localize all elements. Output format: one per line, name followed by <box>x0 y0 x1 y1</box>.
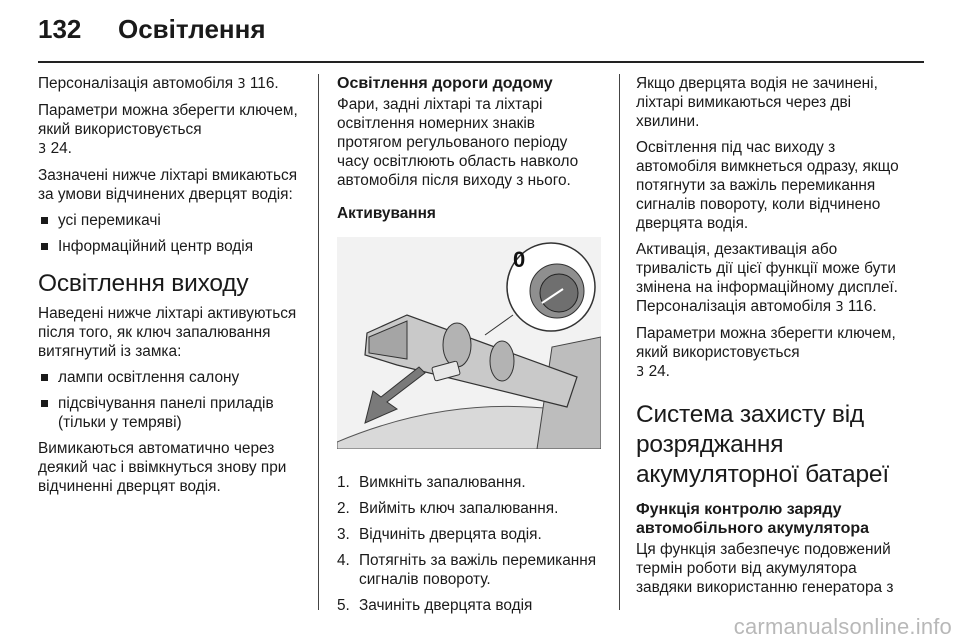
watermark: carmanualsonline.info <box>733 614 952 639</box>
step-item: 1. Вимкніть запалювання. <box>337 474 526 491</box>
bullet-list <box>38 211 302 256</box>
list-item: лампи освітлення салону <box>38 368 302 387</box>
lever-illustration <box>337 237 601 449</box>
activation-label: Активування <box>337 205 436 222</box>
paragraph: Активація, дезактивація або тривалість дії цієї функції може бути змінена на інформаційному дисплеї. Персоналізація автомобіля 3 116. <box>636 241 898 315</box>
column-3 <box>636 74 900 604</box>
dial-label: 0 <box>513 247 526 272</box>
step-item: 3. Відчиніть дверцята водія. <box>337 526 542 543</box>
column-divider <box>318 74 319 610</box>
page-ref-icon: 3 <box>835 300 844 315</box>
subsection-heading: Функція контролю заряду автомобільного акумулятора <box>636 501 870 537</box>
paragraph: Зазначені нижче ліхтарі вмикаються за умови відчинених дверцят водія: <box>38 167 298 203</box>
paragraph: Вимикаються автоматично через деякий час і ввімкнуться знову при відчиненні дверцят водія. <box>38 440 287 495</box>
page-ref-icon: 3 <box>38 142 47 157</box>
page-ref-icon: 3 <box>237 77 246 92</box>
paragraph: Освітлення під час виходу з автомобіля вимкнеться одразу, якщо потягнути за важіль перемикання сигналів повороту, коли відчинено дверцята водія. <box>636 139 899 232</box>
subsection-heading: Освітлення дороги додому <box>337 75 553 92</box>
paragraph: Персоналізація автомобіля 3 116. <box>38 75 279 92</box>
header-divider <box>38 61 924 63</box>
paragraph: Наведені нижче ліхтарі активуються після того, як ключ запалювання витягнутий із замка: <box>38 305 297 360</box>
paragraph: Якщо дверцята водія не зачинені, ліхтарі вимикаються через дві хвилини. <box>636 75 878 130</box>
bullet-list <box>38 368 302 432</box>
list-item: Інформаційний центр водія <box>38 237 302 256</box>
page-title: Освітлення <box>118 14 266 44</box>
steps-list <box>337 473 601 615</box>
list-item: підсвічування панелі приладів (тільки у темряві) <box>38 394 302 432</box>
step-item: 5. Зачиніть дверцята водія <box>337 597 533 614</box>
turn-signal-lever-figure <box>337 237 601 449</box>
paragraph: Фари, задні ліхтарі та ліхтарі освітлення номерних знаків протягом регульованого періоду часу освітлюють область навколо автомобіля після виходу з нього. <box>337 96 579 189</box>
step-item: 4. Потягніть за важіль перемикання сигналів повороту. <box>337 552 597 588</box>
page-number: 132 <box>38 14 82 44</box>
column-divider <box>619 74 620 610</box>
paragraph: Ця функція забезпечує подовжений термін роботи від акумулятора завдяки використанню генератора з <box>636 541 894 596</box>
section-heading: Система захисту від розряджання акумуляторної батареї <box>636 401 889 488</box>
column-2 <box>337 74 601 622</box>
paragraph: Параметри можна зберегти ключем, який використовується 3 24. <box>636 325 896 380</box>
page-ref-icon: 3 <box>636 365 645 380</box>
paragraph: Параметри можна зберегти ключем, який використовується 3 24. <box>38 102 298 157</box>
section-heading: Освітлення виходу <box>38 270 249 297</box>
step-item: 2. Вийміть ключ запалювання. <box>337 500 559 517</box>
column-1 <box>38 74 302 503</box>
list-item: усі перемикачі <box>38 211 302 230</box>
